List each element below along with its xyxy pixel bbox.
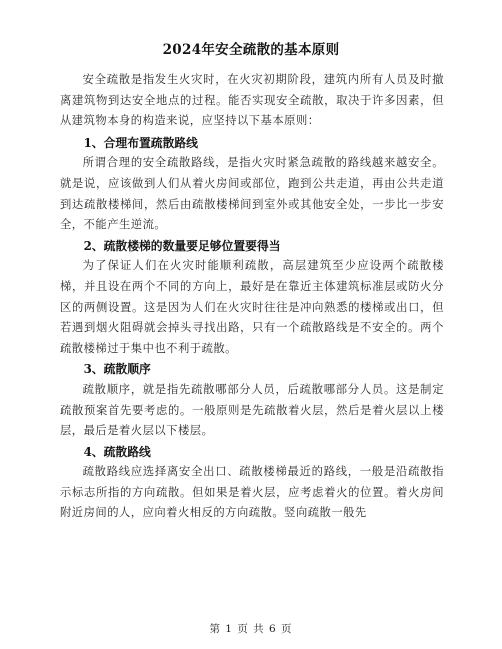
section-paragraph-3: 疏散顺序，就是指先疏散哪部分人员，后疏散哪部分人员。这是制定疏散预案首先要考虑的。一般原则是先疏散着火层，然后是着火层以上楼层，最后是着火层以下楼层。 bbox=[60, 382, 444, 438]
section-paragraph-4: 疏散路线应选择离安全出口、疏散楼梯最近的路线，一般是沿疏散指示标志所指的方向疏散。但如果是着火层，应考虑着火的位置。着火房间附近房间的人，应向着火相反的方向疏散。竖向疏散一般先 bbox=[60, 465, 444, 520]
section-paragraph-2: 为了保证人们在火灾时能顺利疏散，高层建筑至少应设两个疏散楼梯，并且设在两个不同的方向上，最好是在靠近主体建筑标准层或防火分区的两侧设置。这是因为人们在火灾时往往是冲向熟悉的楼梯或出口，但若遇到烟火阻碍就会掉头寻找出路，只有一个疏散路线是不安全的。两个疏散楼梯过于集中也不利于疏散。 bbox=[60, 259, 444, 355]
section-heading-1: 1、合理布置疏散路线 bbox=[83, 135, 198, 150]
section-paragraph-1: 所谓合理的安全疏散路线，是指火灾时紧急疏散的路线越来越安全。就是说，应该做到人们从着火房间或部位，跑到公共走道，再由公共走道到达疏散楼梯间，然后由疏散楼梯间到室外或其他安全处，一步比一步安全，不能产生逆流。 bbox=[60, 156, 444, 232]
document-title: 2024年安全疏散的基本原则 bbox=[162, 42, 340, 58]
section-heading-3: 3、疏散顺序 bbox=[83, 362, 151, 377]
section-heading-4: 4、疏散路线 bbox=[83, 444, 151, 459]
intro-paragraph: 安全疏散是指发生火灾时，在火灾初期阶段，建筑内所有人员及时撤离建筑物到达安全地点的过程。能否实现安全疏散，取决于许多因素，但从建筑物本身的构造来说，应坚持以下基本原则： bbox=[60, 73, 444, 128]
page-number-footer: 第 1 页 共 6 页 bbox=[209, 623, 293, 635]
section-heading-2: 2、疏散楼梯的数量要足够位置要得当 bbox=[83, 238, 281, 253]
document-body bbox=[60, 70, 444, 524]
